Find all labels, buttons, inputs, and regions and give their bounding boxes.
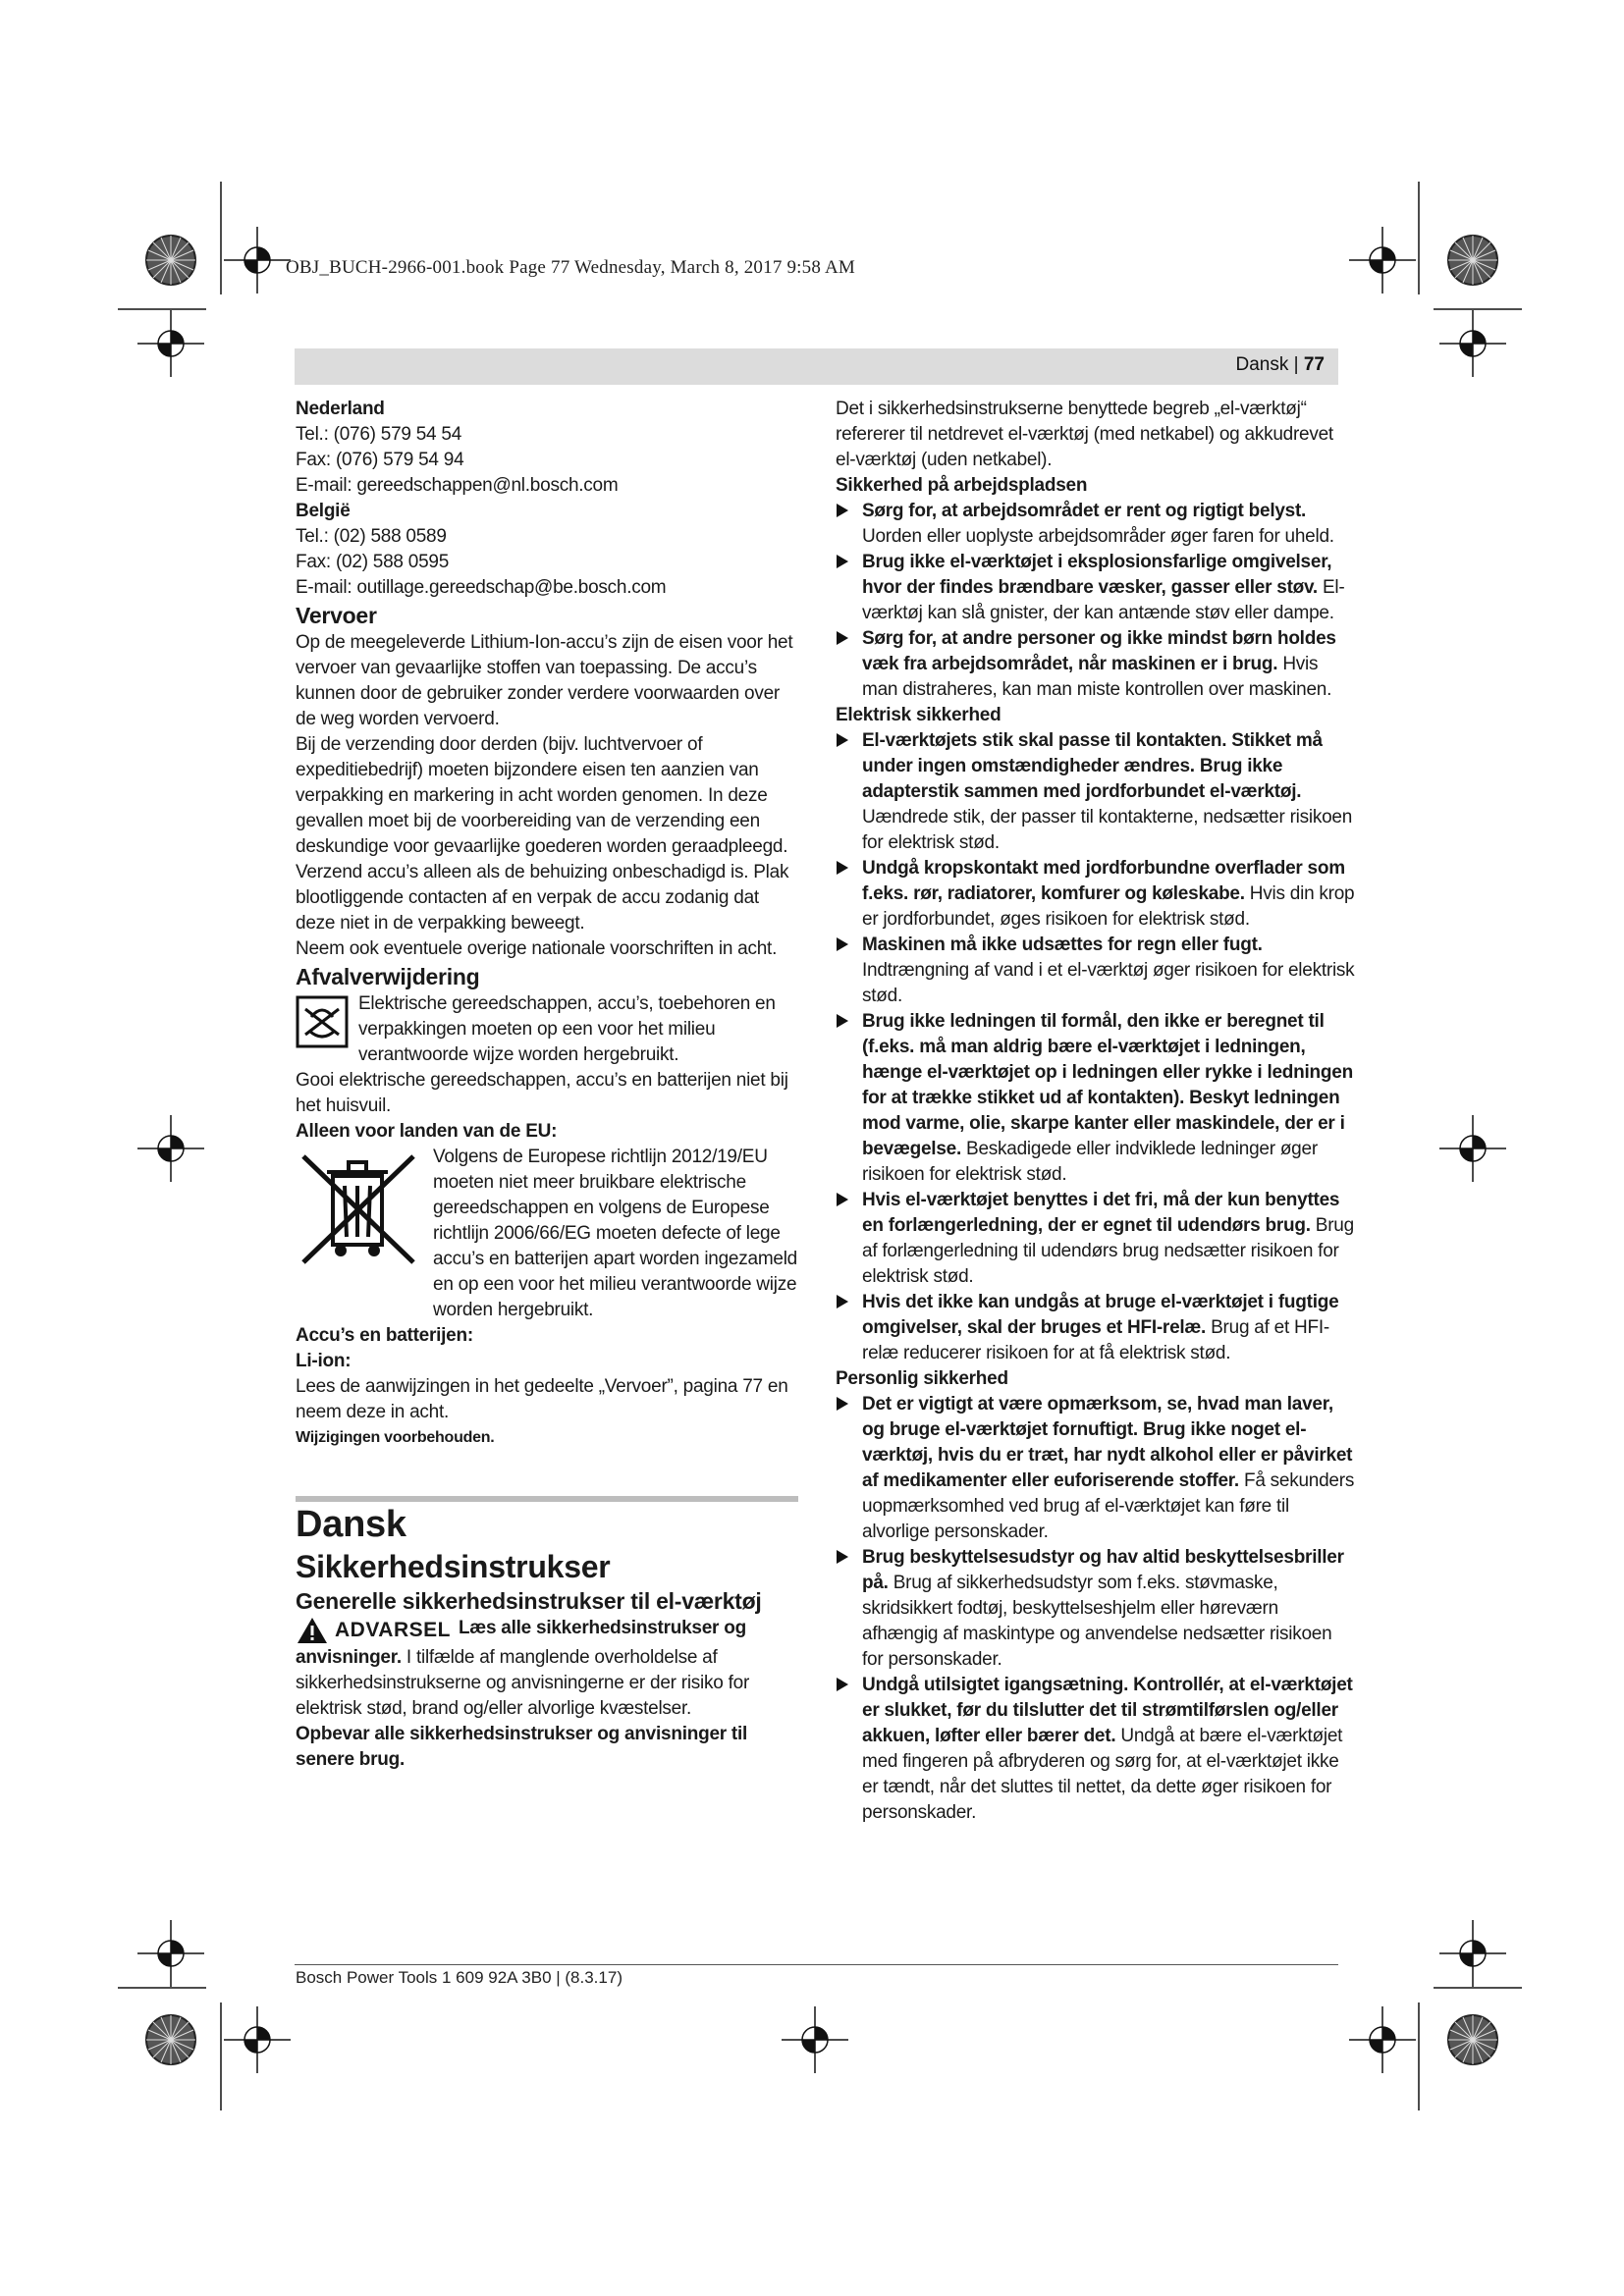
list-item — [836, 1673, 1356, 1826]
liion-title: Li-ion: — [296, 1351, 352, 1371]
list-item — [836, 1545, 1356, 1673]
list-item — [836, 728, 1356, 856]
bullet-triangle-icon — [836, 1294, 849, 1309]
bullet-triangle-icon — [836, 1013, 849, 1029]
vervoer-title: Vervoer — [296, 603, 377, 628]
bullet-triangle-icon — [836, 554, 849, 569]
be-tel: Tel.: (02) 588 0589 — [296, 526, 447, 547]
print-slug: OBJ_BUCH-2966-001.book Page 77 Wednesday, March 8, 2017 9:58 AM — [286, 257, 855, 278]
page-header — [295, 348, 1338, 385]
list-item — [836, 933, 1356, 1009]
list-item-text: Indtrængning af vand i et el-værktøj øger risikoen for elektrisk stød. — [862, 960, 1355, 1006]
nl-title: Nederland — [296, 399, 385, 419]
list-item-bold: Sørg for, at andre personer og ikke mindst børn holdes væk fra arbejdsområdet, når maskinen er i brug. — [862, 628, 1336, 674]
list-item-bold: Undgå kropskontakt med jordforbundne overflader som f.eks. rør, radiatorer, komfurer og køleskabe. — [862, 858, 1345, 904]
nl-tel: Tel.: (076) 579 54 54 — [296, 424, 462, 445]
bullet-triangle-icon — [836, 860, 849, 876]
bullet-triangle-icon — [836, 503, 849, 518]
list-item — [836, 1009, 1356, 1188]
warning-text: I tilfælde af manglende overholdelse af sikkerhedsinstrukserne og anvisningerne er der risiko for elektrisk stød, brand og/eller alvorlige kvæstelser. — [296, 1647, 750, 1719]
list-item-bold: Maskinen må ikke udsættes for regn eller fugt. — [862, 934, 1263, 955]
vervoer-p4: Neem ook eventuele overige nationale voorschriften in acht. — [296, 938, 778, 959]
left-column — [296, 397, 798, 1773]
list-item-bold: Brug ikke ledningen til formål, den ikke er beregnet til (f.eks. må man aldrig bære el-værktøjet i ledningen, hænge el-værktøjet op i ledningen eller rykke i ledningen for at trække stikket ud af kontakten). Beskyt ledningen mod varme, olie, skarpe kanter eller maskindele, der er i bevægelse. — [862, 1011, 1353, 1159]
warning-word: ADVARSEL — [335, 1619, 451, 1641]
eu-p1: Volgens de Europese richtlijn 2012/19/EU moeten niet meer bruikbare elektrische gereedschappen en volgens de Europese richtlijn 2006/66/EG moeten defecte of lege accu’s en batterijen apart worden ingezameld en op een voor het milieu verantwoorde wijze worden hergebruikt. — [433, 1147, 797, 1320]
bullet-triangle-icon — [836, 1549, 849, 1565]
list-item — [836, 1290, 1356, 1366]
bullet-triangle-icon — [836, 1192, 849, 1207]
page-footer: Bosch Power Tools 1 609 92A 3B0 | (8.3.17) — [296, 1968, 623, 1987]
list-item-text: Undgå at bære el-værktøjet med fingeren på afbryderen og sørg for, at el-værktøjet ikke er tændt, når det sluttes til nettet, da dette øger risikoen for personskader. — [862, 1726, 1343, 1823]
list-item-bold: Brug beskyttelsesudstyr og hav altid beskyttelsesbriller på. — [862, 1547, 1344, 1593]
list-item-text: Uorden eller uoplyste arbejdsområder øger faren for uheld. — [862, 526, 1334, 547]
language-title: Dansk — [296, 1504, 406, 1545]
intro-text: Det i sikkerhedsinstrukserne benyttede begreb „el-værktøj“ refererer til netdrevet el-værktøj (med netkabel) og akkudrevet el-værktøj (uden netkabel). — [836, 399, 1333, 470]
list-item-bold: Det er vigtigt at være opmærksom, se, hvad man laver, og bruge el-værktøjet fornuftigt. Brug ikke noget el-værktøj, hvis du er træt, har nydt alkohol eller er påvirket af medikamenter eller euforiserende stoffer. — [862, 1394, 1353, 1491]
page-number: 77 — [1303, 354, 1325, 375]
liion-p: Lees de aanwijzingen in het gedeelte „Vervoer”, pagina 77 en neem deze in acht. — [296, 1376, 788, 1422]
changes-note: Wijzigingen voorbehouden. — [296, 1429, 495, 1446]
list-item-bold: Hvis el-værktøjet benyttes i det fri, må der kun benyttes en forlængerledning, der er egnet til udendørs brug. — [862, 1190, 1340, 1236]
list-item-text: Brug af et HFI-relæ reducerer risikoen for at få elektrisk stød. — [862, 1317, 1329, 1363]
list-item-text: Brug af forlængerledning til udendørs brug nedsætter risikoen for elektrisk stød. — [862, 1215, 1354, 1287]
elec-list — [836, 728, 1356, 1366]
list-item-bold: Undgå utilsigtet igangsætning. Kontrollér, at el-værktøjet er slukket, før du tilslutter det til strømtilførslen og/eller akkuen, løfter eller bærer det. — [862, 1675, 1353, 1746]
list-item — [836, 856, 1356, 933]
be-fax: Fax: (02) 588 0595 — [296, 552, 450, 572]
bullet-triangle-icon — [836, 630, 849, 646]
bullet-triangle-icon — [836, 1677, 849, 1692]
general-title: Generelle sikkerhedsinstrukser til el-værktøj — [296, 1588, 762, 1614]
list-item-text: Få sekunders uopmærksomhed ved brug af el-værktøjet kan føre til alvorlige personskader. — [862, 1470, 1355, 1542]
footer-rule — [295, 1964, 1338, 1965]
list-item-text: Hvis man distraheres, kan man miste kontrollen over maskinen. — [862, 654, 1332, 700]
list-item-text: Hvis din krop er jordforbundet, øges risikoen for elektrisk stød. — [862, 883, 1355, 930]
accu-title: Accu’s en batterijen: — [296, 1325, 473, 1346]
list-item — [836, 1392, 1356, 1545]
eu-row — [296, 1145, 798, 1323]
vervoer-p3: Verzend accu’s alleen als de behuizing onbeschadigd is. Plak blootliggende contacten af en verpak de accu zodanig dat deze niet in de verpakking beweegt. — [296, 862, 789, 934]
list-item-bold: Hvis det ikke kan undgås at bruge el-værktøjet i fugtige omgivelser, skal der bruges et HFI-relæ. — [862, 1292, 1339, 1338]
main-title: Sikkerhedsinstrukser — [296, 1549, 611, 1584]
crossed-bin-icon — [296, 1150, 421, 1268]
list-item — [836, 499, 1356, 550]
warning-triangle-icon — [296, 1616, 329, 1645]
elec-title: Elektrisk sikkerhed — [836, 705, 1001, 725]
pers-list — [836, 1392, 1356, 1826]
list-item — [836, 550, 1356, 626]
pers-title: Personlig sikkerhed — [836, 1368, 1008, 1389]
list-item — [836, 1188, 1356, 1290]
nl-email: E-mail: gereedschappen@nl.bosch.com — [296, 475, 619, 496]
afval-p2: Gooi elektrische gereedschappen, accu’s en batterijen niet bij het huisvuil. — [296, 1070, 788, 1116]
eu-title: Alleen voor landen van de EU: — [296, 1121, 558, 1142]
work-list — [836, 499, 1356, 703]
bullet-triangle-icon — [836, 936, 849, 952]
afval-row — [296, 991, 798, 1068]
bullet-triangle-icon — [836, 732, 849, 748]
page-header-label — [1236, 354, 1326, 376]
nl-fax: Fax: (076) 579 54 94 — [296, 450, 464, 470]
keep-instructions: Opbevar alle sikkerhedsinstrukser og anvisninger til senere brug. — [296, 1724, 748, 1770]
afval-p1: Elektrische gereedschappen, accu’s, toebehoren en verpakkingen moeten op een voor het milieu verantwoorde wijze worden hergebruikt. — [358, 993, 776, 1065]
list-item-text: Beskadigede eller indviklede ledninger øger risikoen for elektrisk stød. — [862, 1139, 1318, 1185]
vervoer-p1: Op de meegeleverde Lithium-Ion-accu’s zijn de eisen voor het vervoer van gevaarlijke stoffen van toepassing. De accu’s kunnen door de gebruiker zonder verdere voorwaarden over de weg worden vervoerd. — [296, 632, 793, 729]
vervoer-p2: Bij de verzending door derden (bijv. luchtvervoer of expeditiebedrijf) moeten bijzondere eisen ten aanzien van verpakking en markering in acht worden genomen. In deze gevallen moet bij de voorbereiding van de verzending een deskundige voor gevaarlijke goederen worden geraadpleegd. — [296, 734, 788, 857]
list-item-text: Brug af sikkerhedsudstyr som f.eks. støvmaske, skridsikkert fodtøj, beskyttelseshjelm eller høreværn afhængig af maskintype og anvendelse nedsætter risikoen for personskader. — [862, 1573, 1332, 1670]
warning-paragraph — [296, 1616, 798, 1722]
warning-badge — [296, 1616, 451, 1645]
work-title: Sikkerhed på arbejdspladsen — [836, 475, 1088, 496]
warning-bold: Læs alle sikkerhedsinstrukser og anvisninger. — [296, 1618, 746, 1668]
list-item — [836, 626, 1356, 703]
recycle-icon — [296, 995, 349, 1048]
right-column — [836, 397, 1356, 1826]
header-section: Dansk — [1235, 354, 1289, 375]
list-item-bold: Brug ikke el-værktøjet i eksplosionsfarlige omgivelser, hvor der findes brændbare væsker, gasser eller støv. — [862, 552, 1332, 598]
list-item-bold: El-værktøjets stik skal passe til kontakten. Stikket må under ingen omstændigheder ændres. Brug ikke adapterstik sammen med jordforbundet el-værktøj. — [862, 730, 1323, 802]
list-item-text: Uændrede stik, der passer til kontakterne, nedsætter risikoen for elektrisk stød. — [862, 807, 1353, 853]
bullet-triangle-icon — [836, 1396, 849, 1412]
be-title: België — [296, 501, 351, 521]
header-separator: | — [1288, 354, 1304, 375]
afval-title: Afvalverwijdering — [296, 964, 480, 989]
be-email: E-mail: outillage.gereedschap@be.bosch.com — [296, 577, 667, 598]
list-item-bold: Sørg for, at arbejdsområdet er rent og rigtigt belyst. — [862, 501, 1307, 521]
list-item-text: El-værktøj kan slå gnister, der kan antænde støv eller dampe. — [862, 577, 1345, 623]
